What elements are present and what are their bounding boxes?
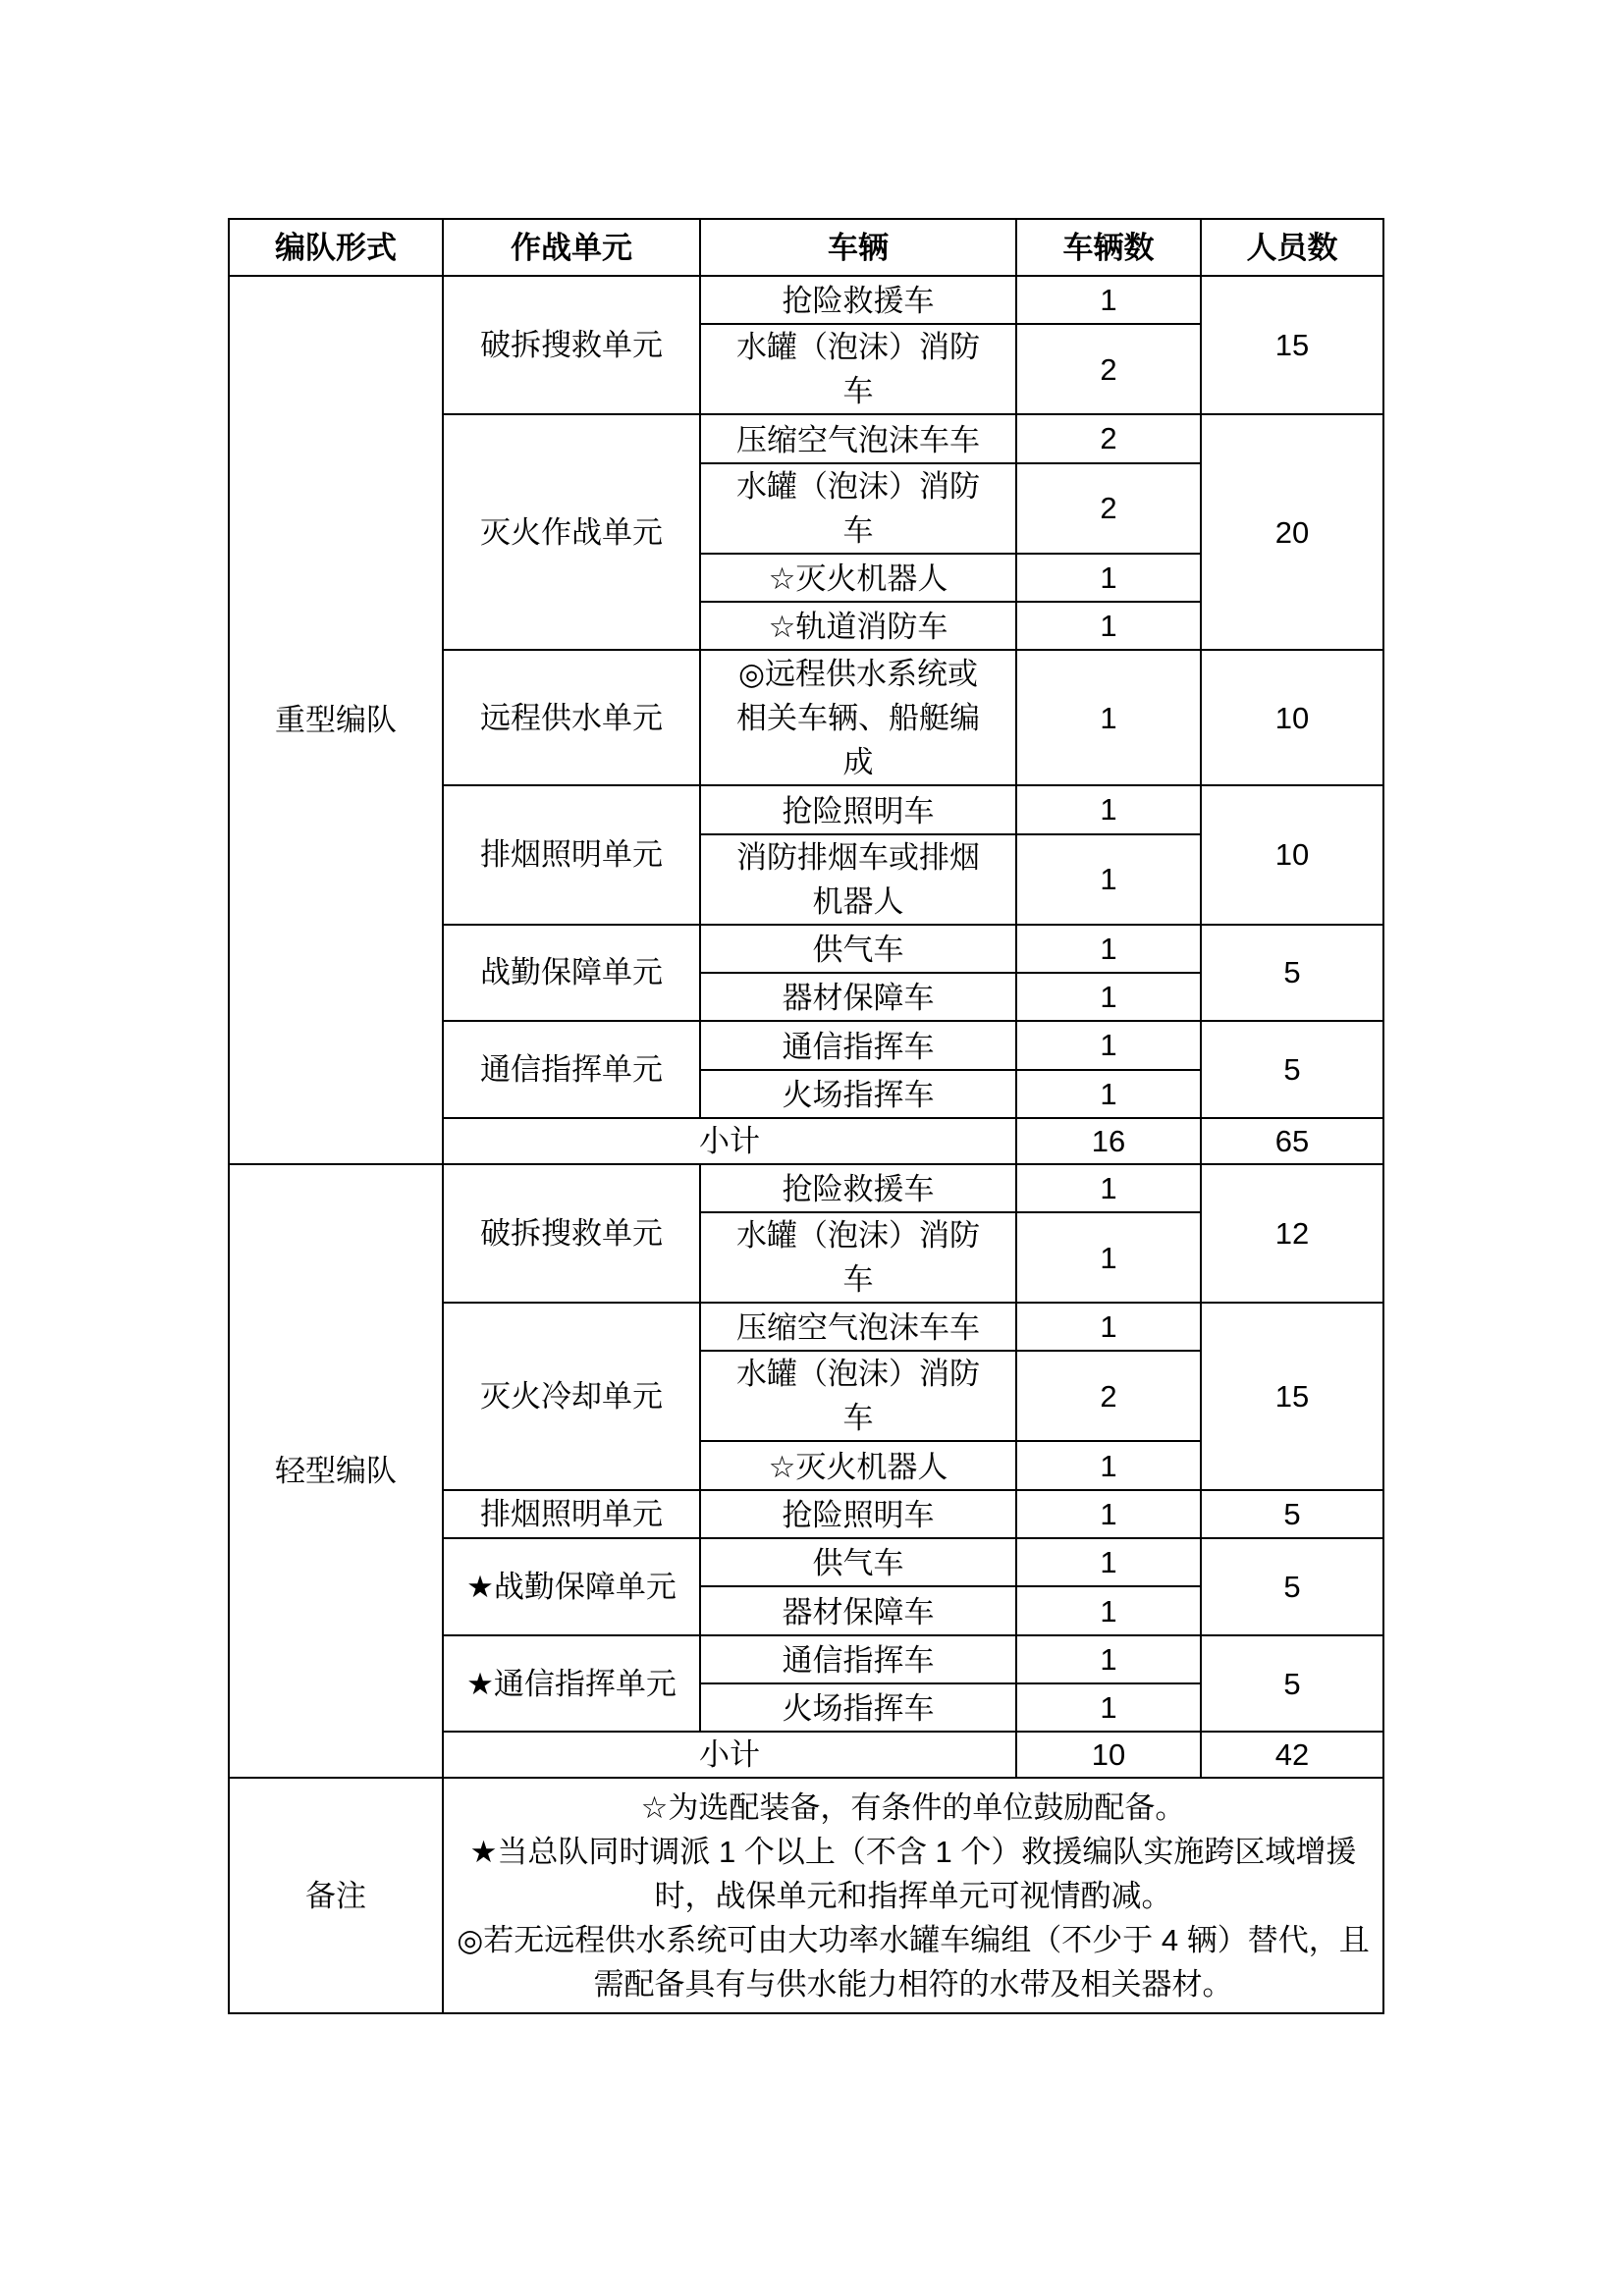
vehicle-cell: [700, 1490, 1016, 1538]
unit-cell: 排烟照明单元: [443, 785, 700, 924]
personnel-cell: 20: [1201, 414, 1383, 650]
vehicle-count-cell: 1: [1016, 1212, 1201, 1303]
vehicle-name: 火场指挥车: [782, 1077, 935, 1112]
vehicle-name: 供气车: [812, 932, 904, 967]
vehicle-cell: [700, 1351, 1016, 1441]
vehicle-count-cell: 1: [1016, 276, 1201, 324]
formation-cell: 轻型编队: [229, 1164, 443, 1779]
vehicle-count-cell: 1: [1016, 834, 1201, 925]
formation-table: [228, 218, 1384, 2014]
remarks-label-cell: 备注: [229, 1778, 443, 2013]
vehicle-cell: [700, 1303, 1016, 1351]
subtotal-label-cell: 小计: [443, 1118, 1016, 1164]
vehicle-count-cell: 1: [1016, 1021, 1201, 1069]
remark-line: ★当总队同时调派 1 个以上（不含 1 个）救援编队实施跨区域增援时，战保单元和指挥单元可视情酌减。: [469, 1834, 1357, 1913]
subtotal-label-cell: 小计: [443, 1732, 1016, 1778]
vehicle-name: 消防排烟车或排烟机器人: [736, 839, 980, 919]
vehicle-cell: [700, 785, 1016, 833]
vehicle-cell: [700, 1021, 1016, 1069]
vehicle-count-cell: 1: [1016, 1683, 1201, 1732]
unit-cell: ★战勤保障单元: [443, 1538, 700, 1635]
subtotal-vehicle-total-cell: 16: [1016, 1118, 1201, 1164]
vehicle-count-cell: 1: [1016, 602, 1201, 650]
vehicle-count-cell: 1: [1016, 1586, 1201, 1634]
vehicle-name: 水罐（泡沫）消防车: [736, 1218, 980, 1298]
vehicle-cell: [700, 1538, 1016, 1586]
unit-cell: 远程供水单元: [443, 650, 700, 785]
vehicle-cell: [700, 1586, 1016, 1634]
unit-cell: 排烟照明单元: [443, 1490, 700, 1538]
header-formation: 编队形式: [229, 219, 443, 276]
formation-cell: 重型编队: [229, 276, 443, 1164]
vehicle-cell: [700, 1441, 1016, 1489]
vehicle-name: 水罐（泡沫）消防车: [736, 1357, 980, 1436]
vehicle-name: ◎远程供水系统或相关车辆、船艇编成: [736, 656, 980, 779]
remark-line: ◎若无远程供水系统可由大功率水罐车编组（不少于 4 辆）替代，且需配备具有与供水能力相符的水带及相关器材。: [457, 1922, 1370, 2002]
vehicle-count-cell: 1: [1016, 650, 1201, 785]
vehicle-cell: [700, 1164, 1016, 1212]
vehicle-name: 水罐（泡沫）消防车: [736, 468, 980, 548]
vehicle-cell: [700, 1212, 1016, 1303]
vehicle-count-cell: 1: [1016, 925, 1201, 973]
vehicle-count-cell: 1: [1016, 973, 1201, 1021]
vehicle-count-cell: 1: [1016, 1070, 1201, 1118]
table-header-row: [229, 219, 1383, 276]
vehicle-count-cell: 2: [1016, 1351, 1201, 1441]
vehicle-name: 火场指挥车: [782, 1691, 935, 1727]
vehicle-count-cell: 1: [1016, 1164, 1201, 1212]
personnel-cell: 15: [1201, 1303, 1383, 1490]
vehicle-count-cell: 1: [1016, 1490, 1201, 1538]
vehicle-cell: [700, 1635, 1016, 1683]
personnel-cell: 5: [1201, 1635, 1383, 1733]
unit-cell: ★通信指挥单元: [443, 1635, 700, 1733]
vehicle-name: 抢险救援车: [782, 284, 935, 319]
personnel-cell: 5: [1201, 925, 1383, 1022]
personnel-cell: 5: [1201, 1538, 1383, 1635]
vehicle-cell: [700, 650, 1016, 785]
personnel-cell: 5: [1201, 1490, 1383, 1538]
subtotal-vehicle-total-cell: 10: [1016, 1732, 1201, 1778]
table-row: [229, 1164, 1383, 1212]
unit-cell: 战勤保障单元: [443, 925, 700, 1022]
vehicle-name: 通信指挥车: [782, 1643, 935, 1678]
unit-cell: 灭火作战单元: [443, 414, 700, 650]
vehicle-name: 供气车: [812, 1546, 904, 1581]
vehicle-name: 水罐（泡沫）消防车: [736, 330, 980, 409]
vehicle-count-cell: 1: [1016, 554, 1201, 602]
vehicle-count-cell: 1: [1016, 1538, 1201, 1586]
unit-cell: 破拆搜救单元: [443, 1164, 700, 1303]
header-personnel-count: 人员数: [1201, 219, 1383, 276]
vehicle-cell: [700, 925, 1016, 973]
vehicle-cell: [700, 554, 1016, 602]
remarks-content-cell: [443, 1778, 1383, 2013]
vehicle-count-cell: 1: [1016, 785, 1201, 833]
vehicle-cell: [700, 834, 1016, 925]
vehicle-name: 通信指挥车: [782, 1029, 935, 1064]
vehicle-cell: [700, 463, 1016, 554]
vehicle-cell: [700, 1070, 1016, 1118]
vehicle-count-cell: 1: [1016, 1441, 1201, 1489]
vehicle-count-cell: 2: [1016, 414, 1201, 462]
personnel-cell: 12: [1201, 1164, 1383, 1303]
vehicle-name: ☆灭火机器人: [768, 1449, 948, 1484]
personnel-cell: 15: [1201, 276, 1383, 414]
header-vehicle: 车辆: [700, 219, 1016, 276]
personnel-cell: 10: [1201, 785, 1383, 924]
vehicle-name: 器材保障车: [782, 1594, 935, 1629]
vehicle-name: 抢险照明车: [782, 793, 935, 828]
vehicle-count-cell: 1: [1016, 1303, 1201, 1351]
personnel-cell: 5: [1201, 1021, 1383, 1118]
remark-line: ☆为选配装备，有条件的单位鼓励配备。: [640, 1789, 1186, 1825]
vehicle-count-cell: 2: [1016, 463, 1201, 554]
vehicle-name: 压缩空气泡沫车车: [736, 1310, 980, 1346]
vehicle-name: 抢险救援车: [782, 1172, 935, 1207]
personnel-cell: 10: [1201, 650, 1383, 785]
subtotal-personnel-total-cell: 65: [1201, 1118, 1383, 1164]
vehicle-count-cell: 2: [1016, 324, 1201, 414]
vehicle-name: 器材保障车: [782, 981, 935, 1016]
vehicle-cell: [700, 1683, 1016, 1732]
remarks-row: [229, 1778, 1383, 2013]
vehicle-name: ☆灭火机器人: [768, 561, 948, 596]
table-row: [229, 276, 1383, 324]
vehicle-cell: [700, 602, 1016, 650]
vehicle-cell: [700, 414, 1016, 462]
header-vehicle-count: 车辆数: [1016, 219, 1201, 276]
vehicle-cell: [700, 324, 1016, 414]
vehicle-name: 抢险照明车: [782, 1498, 935, 1533]
vehicle-cell: [700, 276, 1016, 324]
unit-cell: 破拆搜救单元: [443, 276, 700, 414]
unit-cell: 通信指挥单元: [443, 1021, 700, 1118]
subtotal-personnel-total-cell: 42: [1201, 1732, 1383, 1778]
vehicle-name: ☆轨道消防车: [768, 610, 948, 645]
vehicle-name: 压缩空气泡沫车车: [736, 422, 980, 457]
header-unit: 作战单元: [443, 219, 700, 276]
vehicle-cell: [700, 973, 1016, 1021]
unit-cell: 灭火冷却单元: [443, 1303, 700, 1490]
vehicle-count-cell: 1: [1016, 1635, 1201, 1683]
